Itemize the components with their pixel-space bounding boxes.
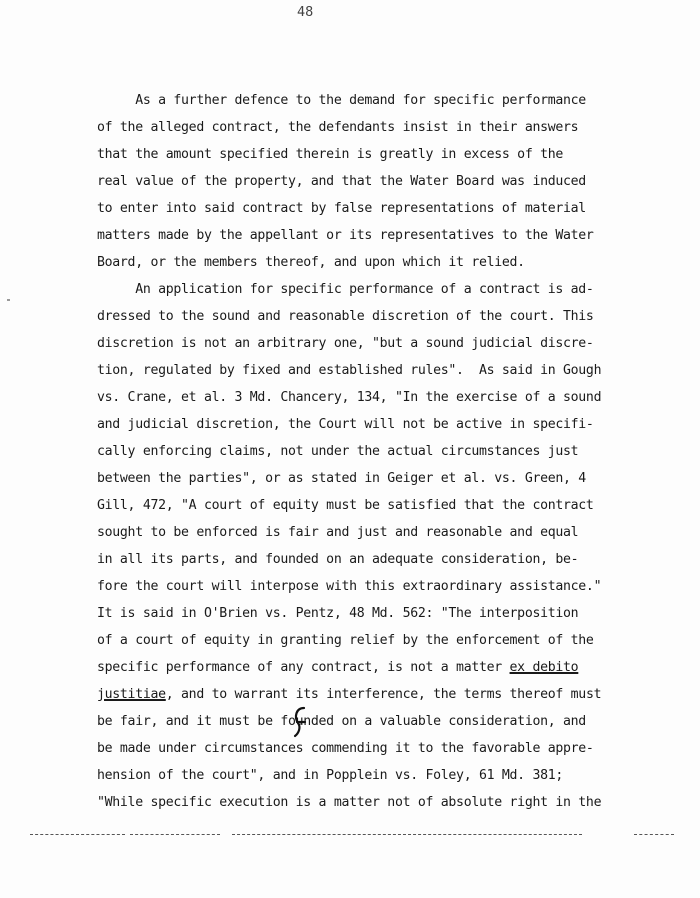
text-line-16: Gill, 472, "A court of equity must be satisfied that the contract [97,498,594,513]
text-line-19: fore the court will interpose with this extraordinary assistance." [97,579,602,594]
text-line-9: dressed to the sound and reasonable discretion of the court. This [97,309,594,324]
text-line-12: vs. Crane, et al. 3 Md. Chancery, 134, "In the exercise of a sound [97,390,602,405]
text-line-13: and judicial discretion, the Court will not be active in specifi- [97,417,594,432]
bottom-rule-left [30,834,125,835]
text-line-10: discretion is not an arbitrary one, "but a sound judicial discre- [97,336,594,351]
handwritten-correction-mark [290,705,310,739]
text-line-24: be fair, and it must be founded on a valuable consideration, and [97,714,586,729]
text-line-8: An application for specific performance of a contract is ad- [97,282,594,297]
text-line-27: "While specific execution is a matter not of absolute right in the [97,795,602,810]
text-line-22-start: specific performance of any contract, is not a matter [97,660,510,675]
margin-mark [7,299,10,301]
text-line-14: cally enforcing claims, not under the actual circumstances just [97,444,579,459]
latin-phrase-justitiae: justitiae [97,687,166,702]
text-line-23 [97,686,647,704]
text-line-22 [97,659,647,677]
text-line-25: be made under circumstances commending it to the favorable appre- [97,741,594,756]
page-number: 48 [297,4,314,20]
text-line-2: of the alleged contract, the defendants insist in their answers [97,120,579,135]
text-line-4: real value of the property, and that the Water Board was induced [97,174,586,189]
text-line-15: between the parties", or as stated in Geiger et al. vs. Green, 4 [97,471,586,486]
text-line-17: sought to be enforced is fair and just and reasonable and equal [97,525,579,540]
bottom-rule-mid-left [130,834,220,835]
text-line-18: in all its parts, and founded on an adequate consideration, be- [97,552,579,567]
text-line-7: Board, or the members thereof, and upon which it relied. [97,255,525,270]
text-line-11: tion, regulated by fixed and established rules". As said in Gough [97,363,602,378]
text-line-6: matters made by the appellant or its representatives to the Water [97,228,594,243]
text-line-21: of a court of equity in granting relief by the enforcement of the [97,633,594,648]
text-line-20: It is said in O'Brien vs. Pentz, 48 Md. 562: "The interposition [97,606,579,621]
latin-phrase-ex-debito: ex debito [509,660,579,675]
text-line-1: As a further defence to the demand for specific performance [97,93,586,108]
bottom-rule-mid [232,834,582,835]
text-line-5: to enter into said contract by false representations of material [97,201,586,216]
text-line-3: that the amount specified therein is greatly in excess of the [97,147,564,162]
bottom-rule-right [634,834,674,835]
text-line-23-end: , and to warrant its interference, the terms thereof must [165,687,602,702]
text-line-26: hension of the court", and in Popplein vs. Foley, 61 Md. 381; [97,768,564,783]
